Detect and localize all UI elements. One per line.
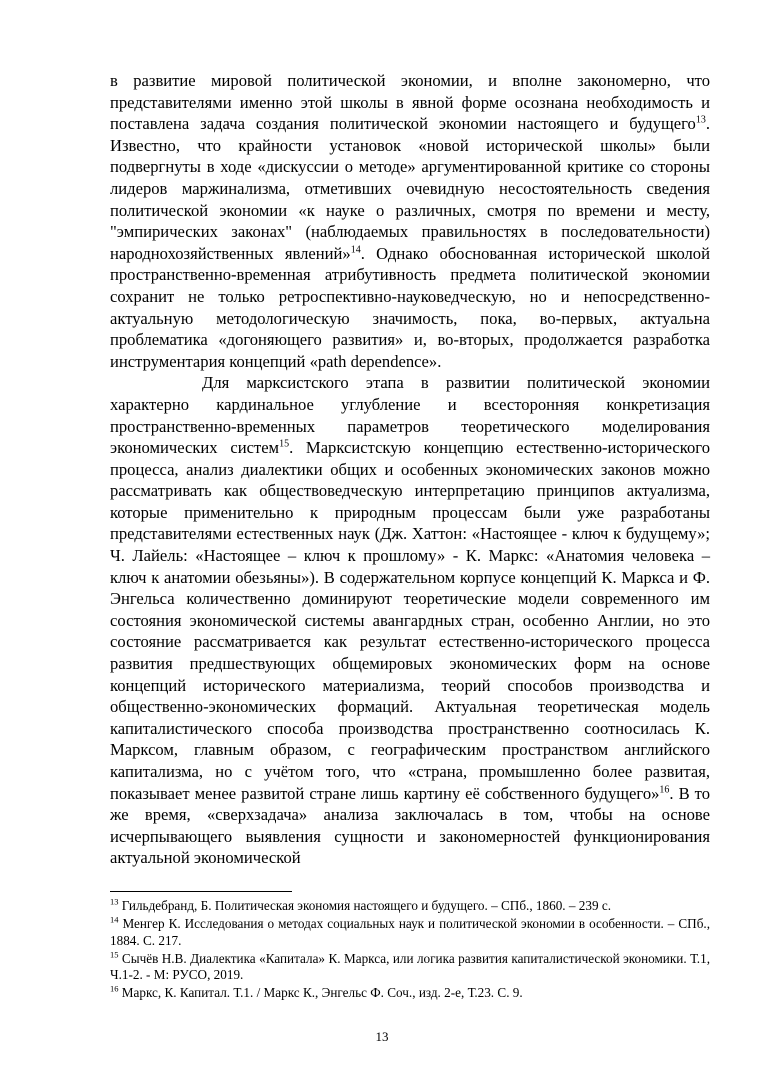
paragraph-2-text-c: . В то же время, «сверхзадача» анализа заключалась в том, чтобы на основе исчерпывающего выявления сущности и закономерностей функционирования актуальной экономической: [110, 783, 710, 868]
paragraph-1-text-b: . Известно, что крайности установок «новой исторической школы» были подвергнуты в ходе «дискуссии о методе» аргументированной критике со стороны лидеров маржинализма, отметивших очевидную несостоятельность сведения политической экономии «к науке о различных, смотря по времени и месту, "эмпирических законах" (наблюдаемых правильностях в последовательности) народнохозяйственных явлений»: [110, 114, 710, 263]
paragraph-2-text-b: . Марксистскую концепцию естественно-исторического процесса, анализ диалектики общих и особенных экономических законов можно рассматривать как обществоведческую интерпретацию принципов актуализма, которые применительно к природным процессам были уже разработаны представителями естественных наук (Дж. Хаттон: «Настоящее - ключ к будущему»; Ч. Лайель: «Настоящее – ключ к прошлому» - К. Маркс: «Анатомия человека – ключ к анатомии обезьяны»). В содержательном корпусе концепций К. Маркса и Ф. Энгельса количественно доминируют теоретические модели современного им состояния экономической системы авангардных стран, особенно Англии, но это состояние рассматривается как результат естественно-исторического процесса развития предшествующих общемировых экономических форм на основе концепций исторического материализма, теорий способов производства и общественно-экономических формаций. Актуальная теоретическая модель капиталистического способа производства пространственно соотносилась К. Марксом, главным образом, с географическим пространством английского капитализма, но с учётом того, что «страна, промышленно более развитая, показывает менее развитой стране лишь картину её собственного будущего»: [110, 438, 710, 803]
footnote-ref-14[interactable]: 14: [350, 244, 361, 256]
footnote-15: [110, 951, 710, 984]
footnotes: [110, 898, 710, 1004]
footnote-text: Сычёв Н.В. Диалектика «Капитала» К. Маркса, или логика развития капиталистической экономики. Т.1, Ч.1-2. - М: РУСО, 2019.: [110, 950, 710, 983]
footnote-number: 14: [110, 914, 119, 925]
footnote-14: [110, 916, 710, 949]
main-text: [110, 70, 710, 869]
footnote-number: 16: [110, 984, 119, 995]
paragraph-2-text-a: Для марксистского этапа в развитии политической экономии характерно кардинальное углубление и всесторонняя конкретизация пространственно-временных параметров теоретического моделирования экономических систем: [110, 373, 710, 458]
footnote-ref-13[interactable]: 13: [695, 114, 706, 126]
paragraph-1-text-a: в развитие мировой политической экономии, и вполне закономерно, что представителями именно этой школы в явной форме осознана необходимость и поставлена задача создания политической экономии настоящего и будущего: [110, 71, 710, 134]
paragraph-2: [110, 372, 710, 869]
paragraph-1-text-c: . Однако обоснованная исторической школой пространственно-временная атрибутивность предмета политической экономии сохранит не только ретроспективно-науковедческую, но и непосредственно-актуальную методологическую значимость, пока, во-первых, актуальна проблематика «догоняющего развития» и, во-вторых, продолжается разработка инструментария концепций «path dependence».: [110, 243, 710, 371]
footnote-separator: [110, 891, 292, 892]
paragraph-1: [110, 70, 710, 372]
footnote-ref-16[interactable]: 16: [659, 784, 670, 796]
footnote-text: Гильдебранд, Б. Политическая экономия настоящего и будущего. – СПб., 1860. – 239 с.: [118, 898, 612, 913]
footnote-text: Маркс, К. Капитал. Т.1. / Маркс К., Энгельс Ф. Соч., изд. 2-е, Т.23. С. 9.: [118, 985, 523, 1001]
footnote-text: Менгер К. Исследования о методах социальных наук и политической экономии в особенности. – СПб., 1884. С. 217.: [110, 916, 710, 948]
page-number: 13: [375, 1029, 389, 1044]
footnote-16: [110, 985, 710, 1002]
footnote-13: [110, 898, 710, 915]
footnote-ref-15[interactable]: 15: [279, 438, 290, 450]
footnote-number: 13: [110, 896, 119, 907]
footnote-number: 15: [110, 949, 119, 960]
